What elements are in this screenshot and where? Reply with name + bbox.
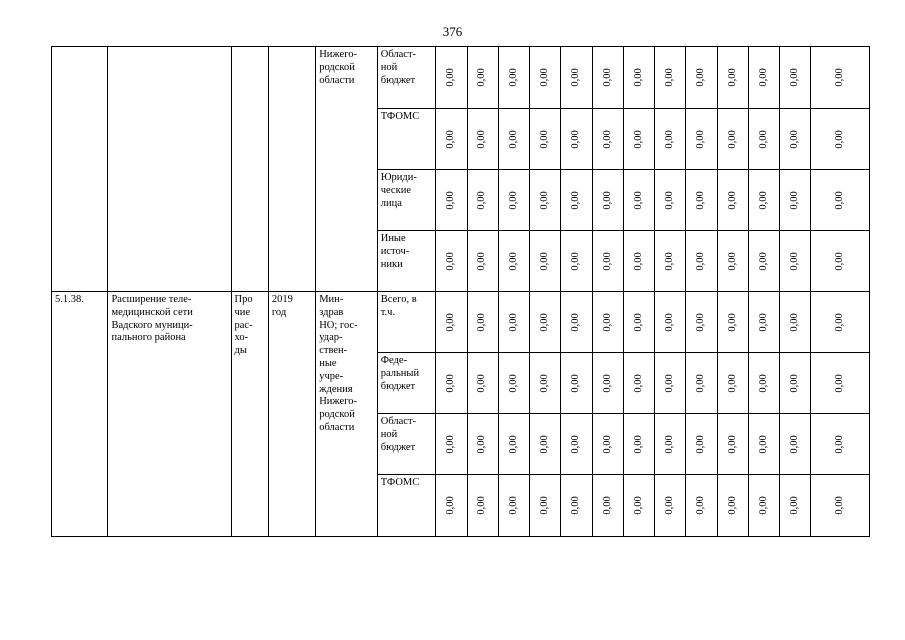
value-cell — [467, 353, 498, 414]
value-cell — [623, 475, 654, 537]
value-text: 0,00 — [570, 373, 582, 393]
value-text: 0,00 — [726, 190, 738, 210]
value-cell — [717, 47, 748, 109]
funding-source-cell: ТФОМС — [377, 475, 436, 537]
value-text: 0,00 — [538, 312, 550, 332]
value-cell — [561, 353, 592, 414]
value-cell — [655, 170, 686, 231]
funding-source-cell: Юриди- ческие лица — [377, 170, 436, 231]
value-cell — [748, 353, 779, 414]
value-cell — [811, 170, 870, 231]
value-cell — [686, 109, 717, 170]
value-cell — [655, 414, 686, 475]
value-text: 0,00 — [476, 496, 488, 515]
value-cell — [780, 47, 811, 109]
table-row — [52, 47, 870, 109]
funding-source-cell: Област- ной бюджет — [377, 47, 436, 109]
value-text: 0,00 — [570, 68, 582, 87]
value-text: 0,00 — [663, 434, 675, 454]
value-cell — [780, 475, 811, 537]
value-cell — [467, 47, 498, 109]
value-cell — [748, 109, 779, 170]
value-text: 0,00 — [833, 190, 845, 210]
value-text: 0,00 — [507, 496, 519, 515]
value-text: 0,00 — [757, 251, 769, 271]
value-cell — [717, 292, 748, 353]
value-cell — [530, 170, 561, 231]
value-text: 0,00 — [663, 312, 675, 332]
value-cell — [717, 353, 748, 414]
value-text: 0,00 — [538, 129, 550, 149]
value-text: 0,00 — [695, 496, 707, 515]
value-cell — [436, 109, 467, 170]
value-text: 0,00 — [538, 496, 550, 515]
value-cell — [748, 231, 779, 292]
value-text: 0,00 — [726, 312, 738, 332]
value-cell — [686, 292, 717, 353]
number-cell — [52, 47, 108, 292]
value-text: 0,00 — [663, 68, 675, 87]
value-text: 0,00 — [632, 373, 644, 393]
value-cell — [623, 47, 654, 109]
value-text: 0,00 — [833, 68, 845, 87]
value-cell — [498, 170, 529, 231]
value-text: 0,00 — [601, 373, 613, 393]
value-text: 0,00 — [695, 251, 707, 271]
value-cell — [592, 414, 623, 475]
value-text: 0,00 — [538, 68, 550, 87]
value-text: 0,00 — [757, 496, 769, 515]
value-text: 0,00 — [726, 373, 738, 393]
value-cell — [467, 231, 498, 292]
value-text: 0,00 — [663, 251, 675, 271]
value-cell — [498, 47, 529, 109]
value-text: 0,00 — [538, 373, 550, 393]
value-text: 0,00 — [632, 434, 644, 454]
executor-cell: Мин- здрав НО; гос- удар- ствен- ные учре- ждения Нижего- родской области — [316, 292, 378, 537]
value-cell — [811, 292, 870, 353]
value-text: 0,00 — [570, 190, 582, 210]
value-text: 0,00 — [726, 434, 738, 454]
value-text: 0,00 — [632, 68, 644, 87]
value-text: 0,00 — [444, 129, 456, 149]
value-cell — [811, 353, 870, 414]
funding-source-cell: Иные источ- ники — [377, 231, 436, 292]
value-cell — [748, 414, 779, 475]
value-cell — [561, 170, 592, 231]
value-cell — [686, 475, 717, 537]
value-cell — [467, 414, 498, 475]
value-text: 0,00 — [476, 373, 488, 393]
value-cell — [686, 47, 717, 109]
value-text: 0,00 — [476, 434, 488, 454]
value-text: 0,00 — [632, 190, 644, 210]
value-cell — [748, 475, 779, 537]
value-text: 0,00 — [788, 434, 800, 454]
value-cell — [467, 170, 498, 231]
value-text: 0,00 — [833, 496, 845, 515]
value-cell — [530, 475, 561, 537]
value-cell — [623, 109, 654, 170]
value-cell — [655, 353, 686, 414]
value-cell — [623, 292, 654, 353]
value-cell — [436, 47, 467, 109]
value-cell — [498, 231, 529, 292]
value-text: 0,00 — [788, 251, 800, 271]
value-text: 0,00 — [601, 251, 613, 271]
value-cell — [498, 292, 529, 353]
budget-table — [51, 46, 870, 537]
funding-source-cell: ТФОМС — [377, 109, 436, 170]
table-row — [52, 292, 870, 353]
value-cell — [655, 47, 686, 109]
value-cell — [467, 109, 498, 170]
value-text: 0,00 — [476, 312, 488, 332]
value-cell — [436, 292, 467, 353]
value-text: 0,00 — [726, 251, 738, 271]
value-cell — [623, 353, 654, 414]
value-text: 0,00 — [663, 129, 675, 149]
value-cell — [592, 231, 623, 292]
value-cell — [592, 109, 623, 170]
value-text: 0,00 — [601, 496, 613, 515]
value-text: 0,00 — [632, 251, 644, 271]
value-text: 0,00 — [444, 190, 456, 210]
value-text: 0,00 — [833, 312, 845, 332]
value-text: 0,00 — [538, 434, 550, 454]
value-text: 0,00 — [833, 373, 845, 393]
value-cell — [592, 353, 623, 414]
value-text: 0,00 — [632, 496, 644, 515]
value-text: 0,00 — [444, 496, 456, 515]
value-text: 0,00 — [601, 434, 613, 454]
value-text: 0,00 — [507, 68, 519, 87]
value-text: 0,00 — [444, 312, 456, 332]
value-cell — [717, 170, 748, 231]
value-text: 0,00 — [726, 68, 738, 87]
value-text: 0,00 — [833, 129, 845, 149]
value-cell — [498, 109, 529, 170]
value-text: 0,00 — [632, 129, 644, 149]
item-title-cell: Расширение теле- медицинской сети Вадского муници- пального района — [108, 292, 231, 537]
value-text: 0,00 — [788, 129, 800, 149]
value-text: 0,00 — [695, 312, 707, 332]
item-number-cell: 5.1.38. — [52, 292, 108, 537]
value-cell — [530, 292, 561, 353]
funding-source-cell: Всего, в т.ч. — [377, 292, 436, 353]
value-text: 0,00 — [444, 434, 456, 454]
value-text: 0,00 — [663, 496, 675, 515]
value-cell — [530, 109, 561, 170]
expense-type-cell — [231, 47, 268, 292]
expense-type-cell: Про чие рас- хо- ды — [231, 292, 268, 537]
value-text: 0,00 — [788, 312, 800, 332]
value-text: 0,00 — [757, 68, 769, 87]
value-cell — [780, 109, 811, 170]
value-cell — [592, 47, 623, 109]
value-cell — [780, 353, 811, 414]
value-text: 0,00 — [695, 129, 707, 149]
value-cell — [780, 170, 811, 231]
value-cell — [530, 414, 561, 475]
value-text: 0,00 — [476, 129, 488, 149]
value-text: 0,00 — [601, 190, 613, 210]
value-text: 0,00 — [695, 68, 707, 87]
value-text: 0,00 — [570, 129, 582, 149]
value-text: 0,00 — [695, 190, 707, 210]
value-cell — [811, 109, 870, 170]
value-text: 0,00 — [695, 373, 707, 393]
value-cell — [655, 109, 686, 170]
value-text: 0,00 — [444, 68, 456, 87]
value-text: 0,00 — [570, 496, 582, 515]
value-text: 0,00 — [444, 251, 456, 271]
value-text: 0,00 — [507, 312, 519, 332]
value-text: 0,00 — [601, 312, 613, 332]
value-cell — [592, 475, 623, 537]
value-text: 0,00 — [601, 129, 613, 149]
value-text: 0,00 — [476, 190, 488, 210]
value-cell — [686, 414, 717, 475]
value-cell — [436, 353, 467, 414]
value-text: 0,00 — [788, 496, 800, 515]
value-cell — [655, 475, 686, 537]
value-cell — [592, 170, 623, 231]
value-cell — [561, 414, 592, 475]
value-cell — [686, 353, 717, 414]
title-cell — [108, 47, 231, 292]
value-cell — [686, 170, 717, 231]
value-cell — [530, 47, 561, 109]
value-text: 0,00 — [476, 68, 488, 87]
value-cell — [467, 292, 498, 353]
value-text: 0,00 — [695, 434, 707, 454]
value-cell — [436, 231, 467, 292]
funding-source-cell: Феде- ральный бюджет — [377, 353, 436, 414]
value-cell — [561, 292, 592, 353]
value-text: 0,00 — [601, 68, 613, 87]
value-cell — [717, 475, 748, 537]
value-text: 0,00 — [570, 434, 582, 454]
value-text: 0,00 — [507, 129, 519, 149]
value-cell — [717, 231, 748, 292]
value-cell — [436, 170, 467, 231]
value-cell — [561, 47, 592, 109]
value-text: 0,00 — [757, 190, 769, 210]
value-cell — [811, 231, 870, 292]
value-text: 0,00 — [757, 312, 769, 332]
value-text: 0,00 — [788, 68, 800, 87]
executor-cell: Нижего- родской области — [316, 47, 378, 292]
value-cell — [467, 475, 498, 537]
value-cell — [561, 109, 592, 170]
value-text: 0,00 — [632, 312, 644, 332]
value-cell — [623, 414, 654, 475]
value-cell — [498, 353, 529, 414]
value-cell — [780, 292, 811, 353]
value-cell — [780, 414, 811, 475]
value-cell — [623, 170, 654, 231]
value-text: 0,00 — [663, 190, 675, 210]
value-cell — [717, 414, 748, 475]
funding-source-cell: Област- ной бюджет — [377, 414, 436, 475]
value-text: 0,00 — [570, 312, 582, 332]
value-text: 0,00 — [507, 190, 519, 210]
year-cell: 2019 год — [268, 292, 315, 537]
value-cell — [748, 292, 779, 353]
value-text: 0,00 — [726, 129, 738, 149]
value-cell — [498, 475, 529, 537]
value-text: 0,00 — [833, 434, 845, 454]
value-cell — [623, 231, 654, 292]
value-text: 0,00 — [663, 373, 675, 393]
page-number: 376 — [442, 24, 463, 39]
value-cell — [811, 475, 870, 537]
value-text: 0,00 — [538, 190, 550, 210]
value-cell — [436, 475, 467, 537]
value-cell — [498, 414, 529, 475]
value-text: 0,00 — [507, 434, 519, 454]
value-text: 0,00 — [788, 373, 800, 393]
value-cell — [811, 47, 870, 109]
value-text: 0,00 — [788, 190, 800, 210]
value-text: 0,00 — [726, 496, 738, 515]
value-cell — [686, 231, 717, 292]
value-text: 0,00 — [444, 373, 456, 393]
value-cell — [748, 170, 779, 231]
value-cell — [655, 292, 686, 353]
value-text: 0,00 — [476, 251, 488, 271]
value-cell — [717, 109, 748, 170]
value-text: 0,00 — [757, 373, 769, 393]
value-text: 0,00 — [833, 251, 845, 271]
value-cell — [592, 292, 623, 353]
value-text: 0,00 — [757, 129, 769, 149]
value-cell — [748, 47, 779, 109]
value-text: 0,00 — [507, 251, 519, 271]
value-cell — [436, 414, 467, 475]
value-cell — [530, 231, 561, 292]
value-cell — [811, 414, 870, 475]
value-text: 0,00 — [757, 434, 769, 454]
value-cell — [561, 231, 592, 292]
value-cell — [780, 231, 811, 292]
value-cell — [530, 353, 561, 414]
value-text: 0,00 — [507, 373, 519, 393]
value-cell — [561, 475, 592, 537]
value-cell — [655, 231, 686, 292]
year-cell — [268, 47, 315, 292]
value-text: 0,00 — [538, 251, 550, 271]
value-text: 0,00 — [570, 251, 582, 271]
